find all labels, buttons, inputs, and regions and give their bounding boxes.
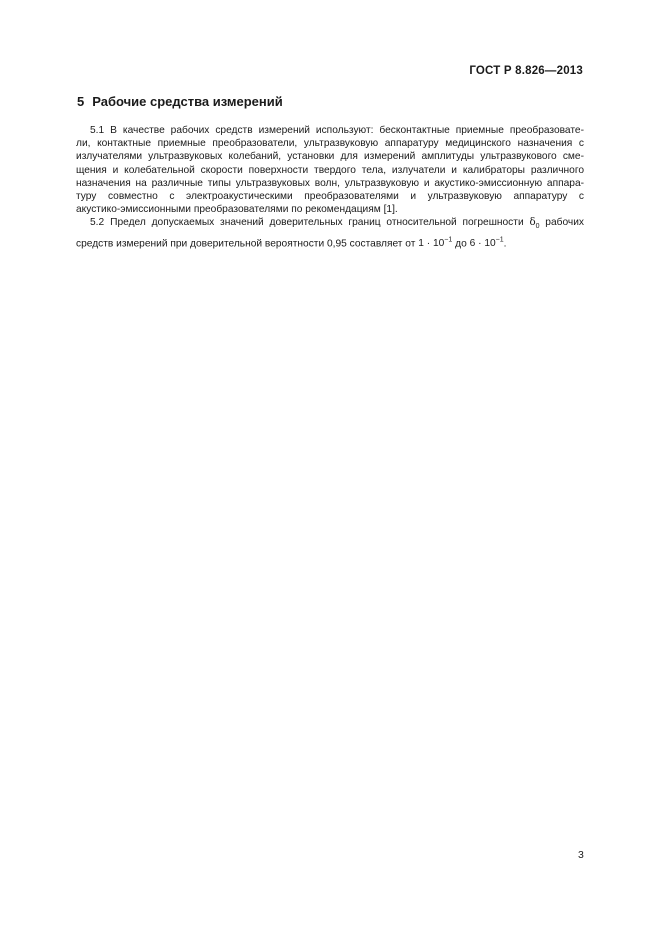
paragraph-text: излучателями ультразвуковых колебаний, установки для измерений амплитуды ультразвукового сме- [76, 151, 584, 163]
paragraph-text: средств измерений при доверительной вероятности 0,95 составляет от [76, 238, 416, 250]
paragraph-5-2 [76, 216, 584, 250]
sentence-end: . [503, 238, 507, 250]
delta-symbol [529, 217, 540, 231]
paragraph-text: В качестве рабочих средств измерений используют: бесконтактные приемные преобразовате- [110, 125, 584, 136]
delta-subscript: 0 [535, 223, 540, 231]
paragraph-line [76, 124, 584, 137]
paragraph-text: акустико-эмиссионными преобразователями по рекомендациям [1]. [76, 204, 398, 216]
page-number: 3 [578, 849, 584, 861]
paragraph-text: Предел допускаемых значений доверительных границ относительной погрешности [110, 217, 524, 229]
standard-code-header: ГОСТ Р 8.826—2013 [469, 65, 583, 77]
section-number: 5 [77, 94, 85, 109]
delta-letter: δ [529, 217, 536, 229]
paragraph-line [76, 203, 584, 216]
paragraph-line [76, 164, 584, 177]
paragraph-line [76, 150, 584, 163]
value-from-mantissa: 1 · 10 [418, 238, 445, 250]
paragraph-line [76, 234, 584, 251]
paragraph-text: рабочих [545, 217, 584, 229]
paragraph-text: назначения на различные типы ультразвуковых волн, ультразвуковую и акустико-эмиссионную аппара- [76, 177, 584, 189]
paragraph-line [76, 137, 584, 150]
value-from-exponent: −1 [444, 236, 453, 244]
paragraph-text: туру совместно с электроакустическими преобразователями и ультразвуковую аппаратуру с [76, 191, 584, 203]
paragraph-text: ли, контактные приемные преобразователи, ультразвуковую аппаратуру медицинского назначения с [76, 138, 584, 150]
paragraph-line [76, 216, 584, 233]
value-from [418, 238, 452, 249]
paragraph-line [76, 190, 584, 203]
section-heading [77, 94, 283, 109]
value-to-exponent: −1 [495, 236, 504, 244]
value-to-mantissa: 6 · 10 [469, 238, 496, 250]
paragraph-5-1 [76, 124, 584, 216]
paragraph-number: 5.1 [90, 125, 105, 136]
value-to [470, 238, 504, 249]
paragraph-line [76, 177, 584, 190]
section-body [76, 124, 584, 250]
paragraph-number: 5.2 [90, 217, 105, 229]
value-connector: до [455, 238, 467, 250]
paragraph-text: щения и колебательной скорости поверхности твердого тела, излучатели и калибраторы различного [76, 164, 584, 176]
section-title-text: Рабочие средства измерений [92, 94, 283, 109]
